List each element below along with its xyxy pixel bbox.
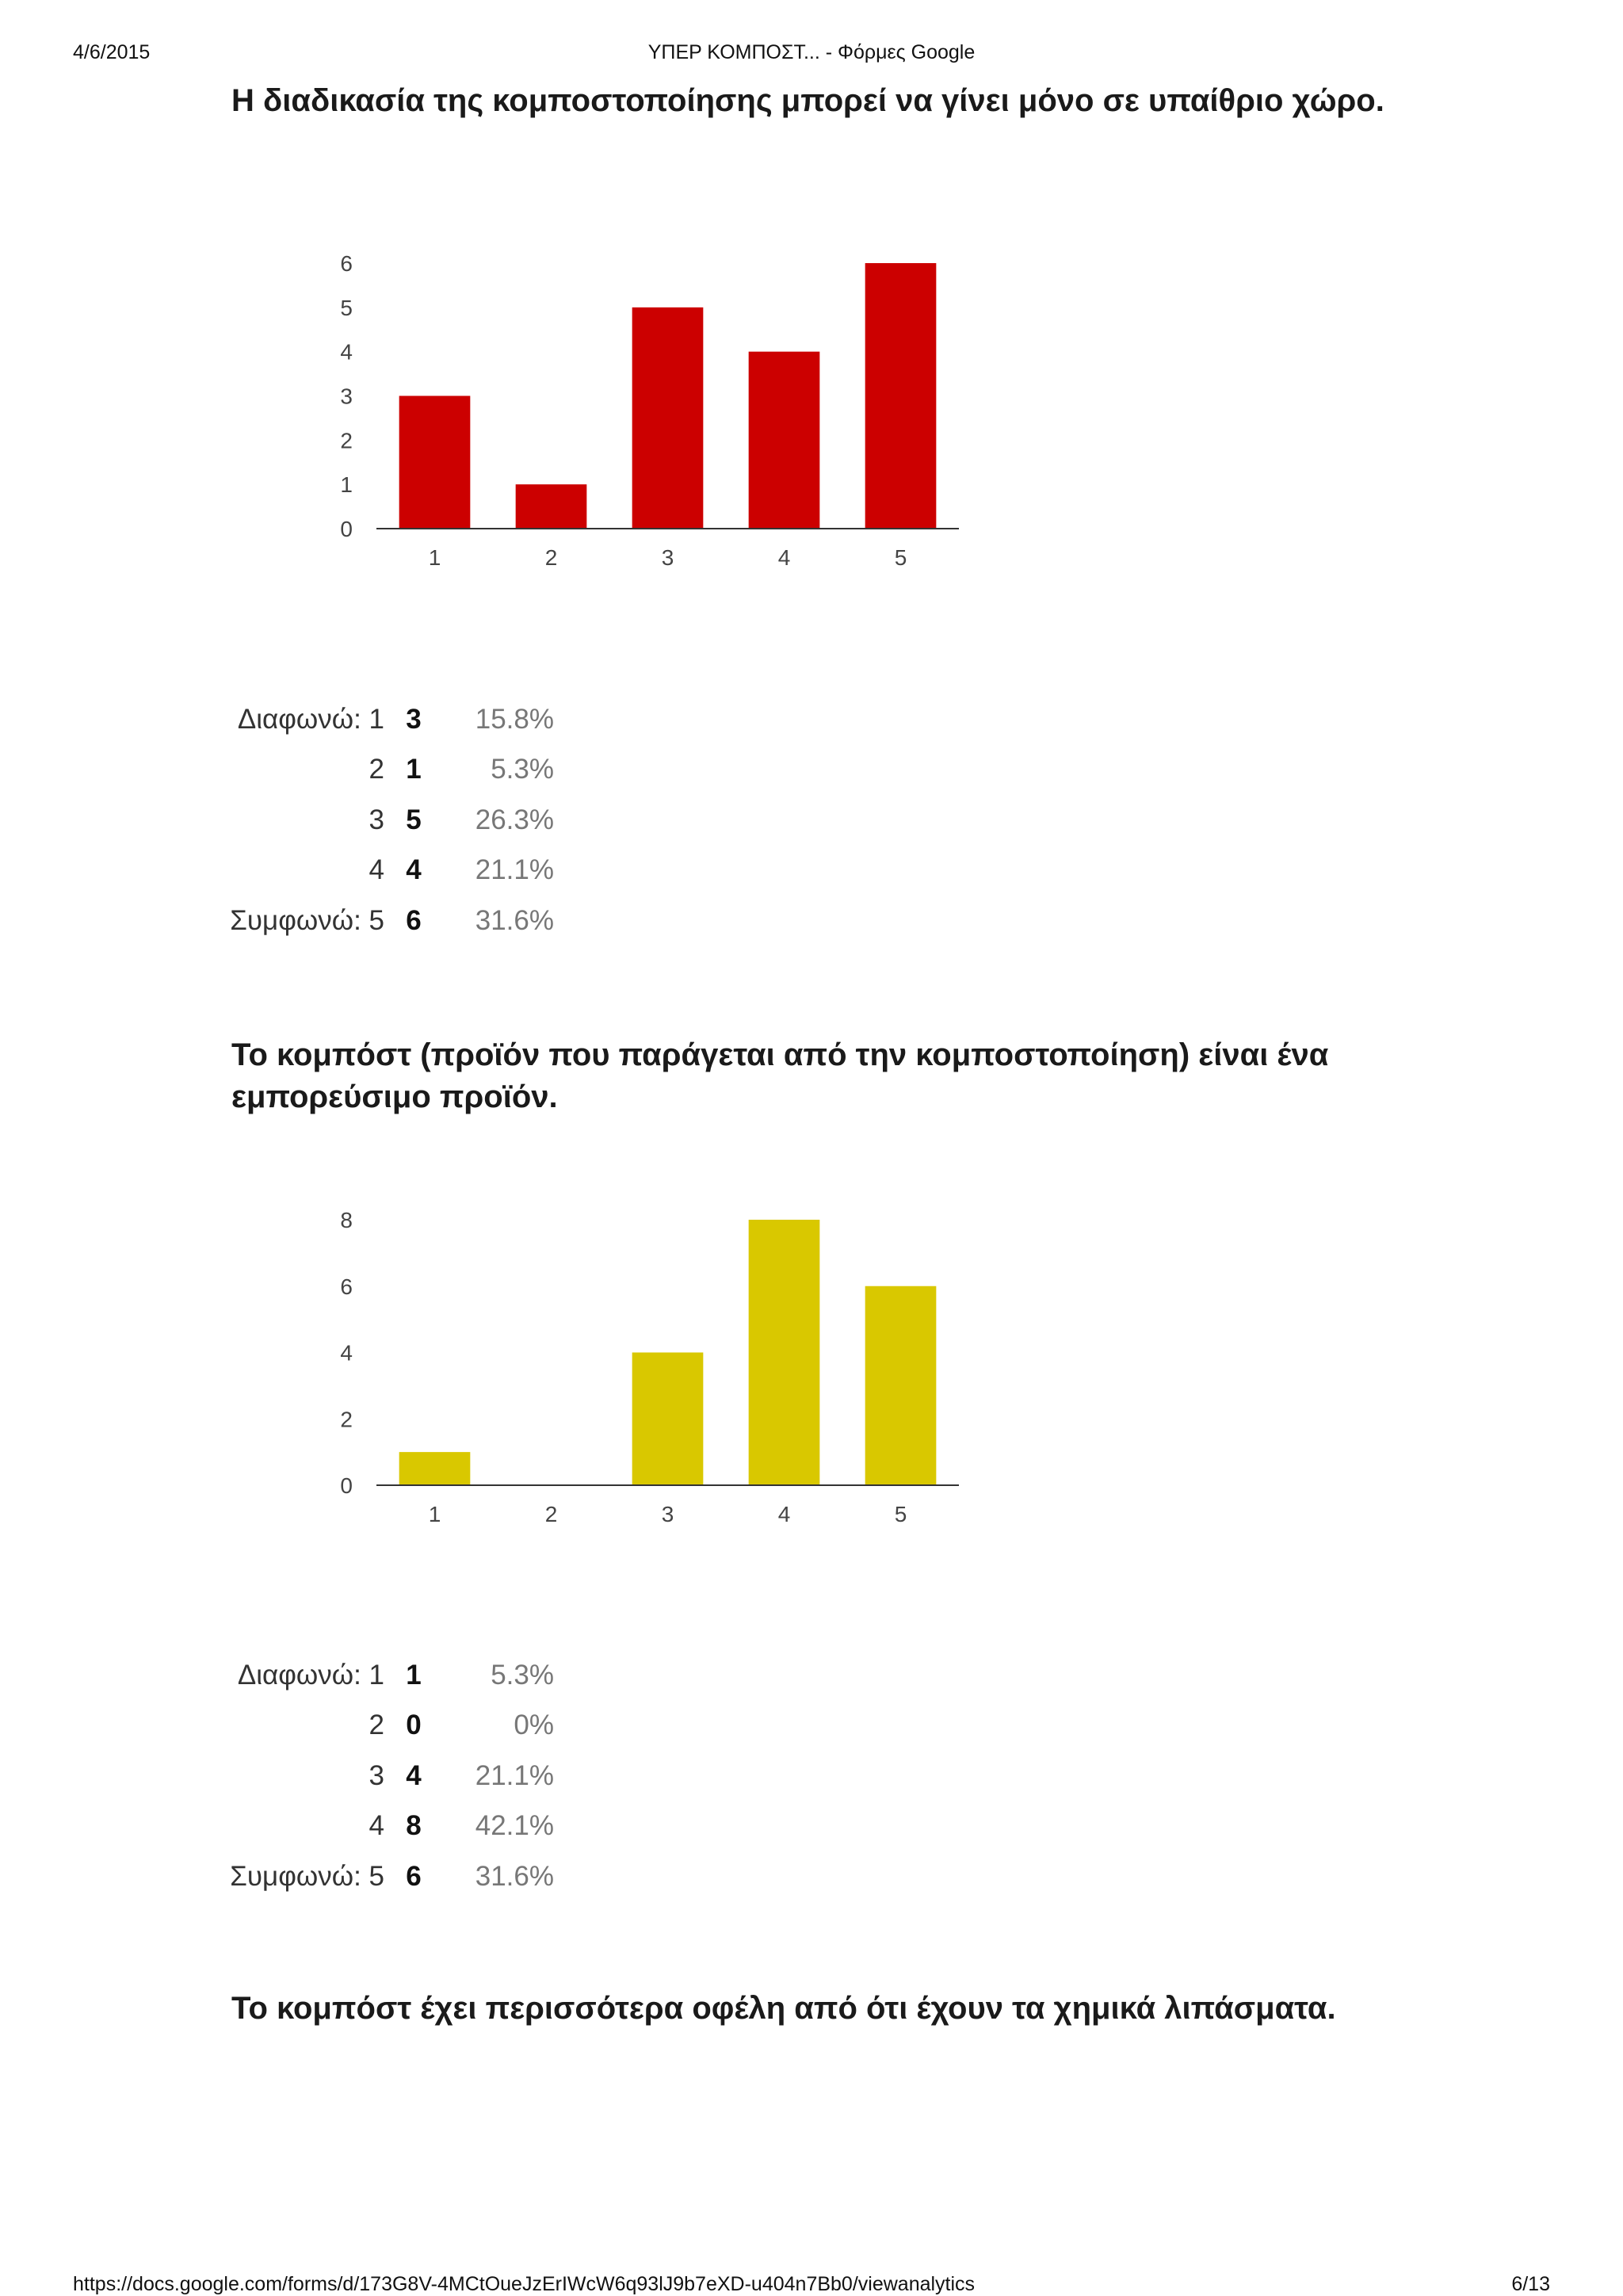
answer-percent: 0% [514, 1710, 554, 1741]
stats-row [214, 846, 554, 896]
stats-row [214, 1650, 554, 1701]
bar [632, 1353, 704, 1486]
answer-label: 4 [369, 1810, 384, 1842]
x-tick-label: 5 [894, 545, 907, 570]
x-tick-label: 4 [777, 1502, 791, 1526]
answer-percent: 21.1% [475, 854, 554, 886]
question-title-3: Το κομπόστ έχει περισσότερα οφέλη από ότι έχουν τα χημικά λιπάσματα. [231, 1991, 1336, 2026]
answer-count: 1 [406, 754, 422, 785]
answer-percent: 26.3% [475, 804, 554, 835]
stats-table-2 [214, 1650, 554, 1902]
stats-row [214, 1851, 554, 1902]
x-tick-label: 4 [777, 545, 791, 570]
stats-row [214, 694, 554, 745]
bar [865, 263, 937, 529]
answer-percent: 31.6% [475, 904, 554, 936]
bar [749, 1220, 820, 1485]
stats-row [214, 896, 554, 946]
stats-row [214, 1751, 554, 1801]
answer-count: 0 [406, 1710, 422, 1741]
bar-chart-1 [317, 246, 999, 586]
answer-label: 3 [369, 804, 384, 835]
bar-chart-2 [317, 1202, 999, 1543]
answer-label: Συμφωνώ: 5 [230, 904, 384, 936]
bar [516, 484, 587, 529]
x-tick-label: 2 [544, 1502, 558, 1526]
y-tick-label: 1 [340, 472, 353, 498]
x-tick-label: 3 [661, 1502, 674, 1526]
x-tick-label: 1 [428, 1502, 441, 1526]
answer-percent: 31.6% [475, 1860, 554, 1892]
stats-table-1 [214, 694, 554, 946]
answer-percent: 5.3% [491, 1659, 554, 1690]
answer-count: 3 [406, 703, 422, 735]
answer-label: 4 [369, 854, 384, 886]
answer-count: 1 [406, 1659, 422, 1690]
answer-count: 6 [406, 1860, 422, 1892]
question-title-1: Η διαδικασία της κομποστοποίησης μπορεί να γίνει μόνο σε υπαίθριο χώρο. [231, 83, 1384, 118]
answer-label: Συμφωνώ: 5 [230, 1860, 384, 1892]
bar [399, 1452, 471, 1485]
answer-label: 3 [369, 1759, 384, 1791]
footer-url: https://docs.google.com/forms/d/173G8V-4MCtOueJzErIWcW6q93lJ9b7eXD-u404n7Bb0/viewanalytics [73, 2273, 976, 2295]
answer-percent: 21.1% [475, 1759, 554, 1791]
bar [399, 396, 471, 529]
x-tick-label: 5 [894, 1502, 907, 1526]
answer-percent: 5.3% [491, 754, 554, 785]
stats-row [214, 1801, 554, 1852]
bar [749, 352, 820, 529]
question-title-2: Το κομπόστ (προϊόν που παράγεται από την κομποστοποίηση) είναι ένα εμπορεύσιμο προϊόν. [231, 1037, 1329, 1114]
y-tick-label: 2 [340, 1407, 353, 1432]
y-tick-label: 8 [340, 1208, 353, 1232]
y-tick-label: 4 [340, 339, 353, 365]
answer-label: Διαφωνώ: 1 [237, 703, 384, 735]
answer-count: 6 [406, 904, 422, 936]
print-page-title: ΥΠΕΡ ΚΟΜΠΟΣΤ... - Φόρμες Google [647, 41, 976, 63]
answer-count: 8 [406, 1810, 422, 1842]
answer-label: Διαφωνώ: 1 [237, 1659, 384, 1690]
stats-row [214, 1701, 554, 1752]
x-tick-label: 3 [661, 545, 674, 570]
x-tick-label: 2 [544, 545, 558, 570]
y-tick-label: 5 [340, 295, 353, 320]
answer-label: 2 [369, 754, 384, 785]
y-tick-label: 4 [340, 1340, 353, 1366]
bar [865, 1286, 937, 1485]
answer-percent: 15.8% [475, 703, 554, 735]
stats-row [214, 745, 554, 796]
y-tick-label: 0 [340, 1473, 353, 1498]
bar [632, 308, 704, 529]
answer-count: 4 [406, 1759, 422, 1791]
x-tick-label: 1 [428, 545, 441, 570]
y-tick-label: 6 [340, 1274, 353, 1299]
y-tick-label: 3 [340, 384, 353, 409]
answer-count: 4 [406, 854, 422, 886]
y-tick-label: 2 [340, 428, 353, 453]
answer-count: 5 [406, 804, 422, 835]
y-tick-label: 6 [340, 251, 353, 276]
answer-label: 2 [369, 1710, 384, 1741]
y-tick-label: 0 [340, 517, 353, 541]
page-number: 6/13 [1511, 2273, 1550, 2295]
print-date: 4/6/2015 [73, 41, 151, 63]
answer-percent: 42.1% [475, 1810, 554, 1842]
stats-row [214, 795, 554, 846]
